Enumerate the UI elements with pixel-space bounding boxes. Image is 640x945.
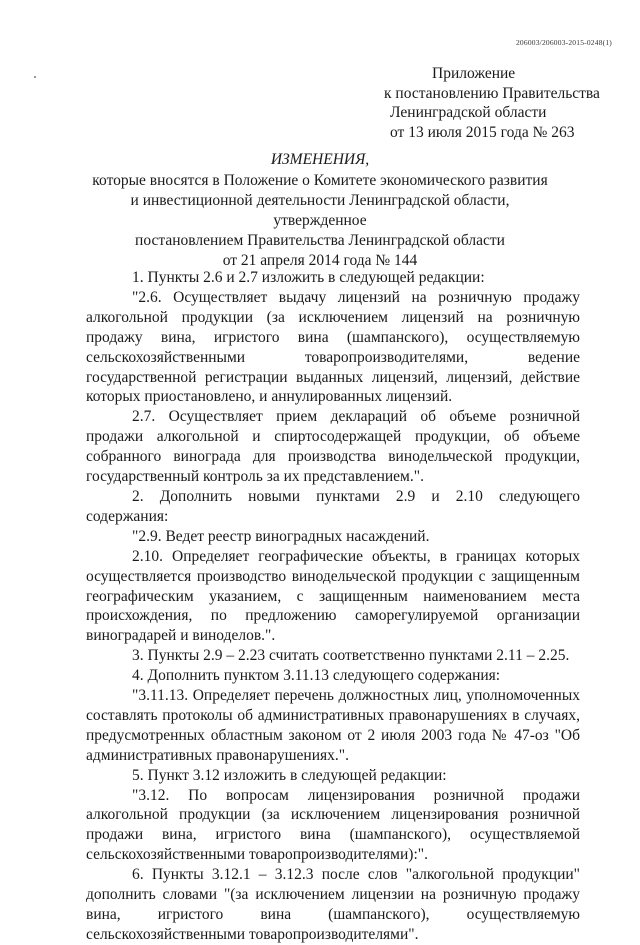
paragraph: 2.7. Осуществляет прием деклараций об объеме розничной продажи алкогольной и спиртосодержащей продукции, об объеме собранного винограда для производства винодельческой продукции, государственный контроль за их представлением.". bbox=[86, 408, 580, 486]
title-line: от 21 апреля 2014 года № 144 bbox=[222, 252, 418, 269]
paragraph: "2.6. Осуществляет выдачу лицензий на розничную продажу алкогольной продукции (за исключением лицензий на розничную продажу вина, игристого вина (шампанского), осуществляемую сельскохозяйственными товаропроизводителями, ведение государственной регистрации выданных лицензий, лицензий, действие которых приостановлено, и аннулированных лицензий. bbox=[86, 288, 580, 406]
paragraph: 1. Пункты 2.6 и 2.7 изложить в следующей редакции: bbox=[132, 269, 485, 286]
document-body bbox=[86, 268, 580, 945]
paragraph: "2.9. Ведет реестр виноградных насаждений. bbox=[132, 527, 430, 545]
appendix-line: Приложение bbox=[432, 65, 516, 82]
scan-speck bbox=[34, 76, 36, 78]
paragraph: 2.10. Определяет географические объекты, в границах которых осуществляется производство винодельческой продукции с защищенным географическим указанием, с защищенным наименованием места происхождения, по предложению саморегулируемой организации виноградарей и виноделов.". bbox=[86, 547, 580, 645]
paragraph: 5. Пункт 3.12 изложить в следующей редакции: bbox=[132, 766, 447, 784]
title-line: и инвестиционной деятельности Ленинградской области, утвержденное bbox=[130, 192, 510, 229]
paragraph: "3.12. По вопросам лицензирования розничной продажи алкогольной продукции (за исключением лицензирования розничной продажи вина, игристого вина (шампанского), осуществляемой сельскохозяйственными товаропроизводителями):". bbox=[86, 786, 580, 864]
paragraph: "3.11.13. Определяет перечень должностных лиц, уполномоченных составлять протоколы об административных правонарушениях в случаях, предусмотренных областным законом от 2 июля 2003 года № 47-оз "Об административных правонарушениях.". bbox=[86, 687, 580, 764]
appendix-block bbox=[384, 64, 624, 142]
title-line: которые вносятся в Положение о Комитете экономического развития bbox=[92, 172, 548, 189]
title-block bbox=[90, 150, 550, 271]
paragraph: 6. Пункты 3.12.1 – 3.12.3 после слов "алкогольной продукции" дополнить словами "(за исключением лицензии на розничную продажу вина, игристого вина (шампанского), осуществляемую сельскохозяйственными товаропроизводителями". bbox=[86, 866, 580, 943]
paragraph: 2. Дополнить новыми пунктами 2.9 и 2.10 следующего содержания: bbox=[86, 487, 580, 525]
appendix-line: к постановлению Правительства bbox=[384, 84, 600, 102]
document-heading: ИЗМЕНЕНИЯ, bbox=[270, 151, 370, 168]
document-number: 206003/206003-2015-0248(1) bbox=[515, 38, 612, 47]
appendix-line: Ленинградской области bbox=[390, 104, 547, 121]
paragraph: 4. Дополнить пунктом 3.11.13 следующего содержания: bbox=[132, 667, 501, 685]
paragraph: 3. Пункты 2.9 – 2.23 считать соответственно пунктами 2.11 – 2.25. bbox=[132, 647, 570, 665]
title-line: постановлением Правительства Ленинградской области bbox=[135, 232, 505, 249]
appendix-line: от 13 июля 2015 года № 263 bbox=[390, 123, 575, 141]
